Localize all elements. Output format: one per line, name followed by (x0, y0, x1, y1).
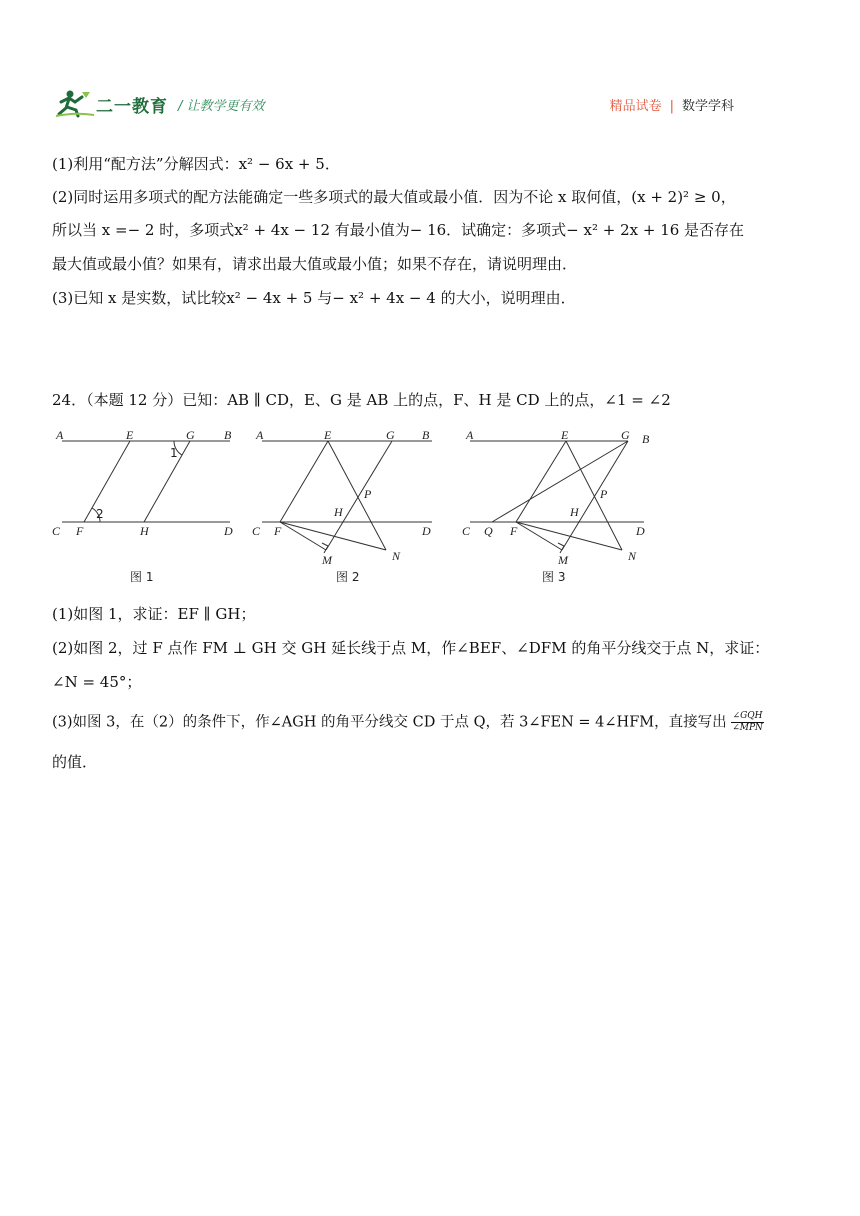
q24-part3-line2: 的值． (52, 753, 98, 771)
fig1-angle-1: 1 (170, 446, 178, 460)
fig3-label-P: P (600, 487, 608, 501)
fig2-label-G: G (386, 428, 395, 442)
fig2-label-A: A (256, 428, 264, 442)
q24-part1: (1)如图 1，求证：EF ∥ GH； (52, 605, 256, 623)
header-right (610, 95, 734, 114)
fig2-label-N: N (392, 549, 401, 563)
fig3-label-F: F (510, 524, 518, 538)
fig1-label-C: C (52, 524, 61, 538)
fig3-label-N: N (628, 549, 637, 563)
figure-3 (458, 422, 658, 592)
q23-part2-line3: 最大值或最小值？如果有，请求出最大值或最小值；如果不存在，请说明理由． (52, 255, 578, 273)
fig3-label-G: G (621, 428, 630, 442)
fig3-label-H: H (570, 505, 579, 519)
fig3-label-M: M (558, 553, 568, 567)
subject-label: 数学学科 (681, 99, 734, 114)
fraction-numerator: ∠GQH (732, 711, 763, 721)
fig3-label-D: D (636, 524, 645, 538)
fig1-label-H: H (140, 524, 149, 538)
slogan: / 让教学更有效 (178, 99, 265, 114)
fig3-caption: 图 3 (542, 570, 566, 584)
q23-part2-line1: (2)同时运用多项式的配方法能确定一些多项式的最大值或最小值．因为不论 x 取何值，(x + 2)² ≥ 0， (52, 188, 736, 206)
fig2-caption: 图 2 (336, 570, 360, 584)
q23-part3: (3)已知 x 是实数，试比较x² − 4x + 5 与− x² + 4x − 4 的大小，说明理由． (52, 289, 576, 307)
fig1-label-B: B (224, 428, 232, 442)
fig3-label-A: A (466, 428, 474, 442)
page-header (56, 86, 816, 122)
fig1-label-E: E (126, 428, 134, 442)
fig2-label-B: B (422, 428, 430, 442)
header-separator: | (669, 99, 674, 114)
fig2-label-C: C (252, 524, 261, 538)
fig1-label-A: A (56, 428, 64, 442)
figure-2 (252, 422, 442, 592)
brand-name: 二一教育 (96, 97, 168, 117)
q24-part3-line1 (52, 711, 812, 734)
fig1-angle-2: 2 (96, 507, 104, 521)
fig3-label-Q: Q (484, 524, 493, 538)
fig3-label-C: C (462, 524, 471, 538)
fig1-caption: 图 1 (130, 570, 154, 584)
fig3-label-E: E (561, 428, 569, 442)
fig2-label-E: E (324, 428, 332, 442)
fig1-label-F: F (76, 524, 84, 538)
fraction (731, 711, 764, 734)
fraction-denominator: ∠MPN (732, 723, 763, 733)
fig3-label-B: B (642, 432, 650, 446)
fig1-label-D: D (224, 524, 233, 538)
fig1-label-G: G (186, 428, 195, 442)
q24-part3-text: (3)如图 3，在（2）的条件下，作∠AGH 的角平分线交 CD 于点 Q，若 3∠FEN = 4∠HFM，直接写出 (52, 714, 727, 731)
q24-part2-line2: ∠N = 45°； (52, 673, 142, 691)
fig2-label-D: D (422, 524, 431, 538)
q24-stem: 24．（本题 12 分）已知：AB ∥ CD，E、G 是 AB 上的点，F、H 是 CD 上的点，∠1 = ∠2 (52, 391, 671, 409)
premium-label: 精品试卷 (609, 99, 662, 114)
fig2-label-M: M (322, 553, 332, 567)
fig2-label-F: F (274, 524, 282, 538)
fig2-label-P: P (364, 487, 372, 501)
fig2-label-H: H (334, 505, 343, 519)
figure-1 (50, 422, 240, 592)
q23-part2-line2: 所以当 x =− 2 时，多项式x² + 4x − 12 有最小值为− 16．试确定：多项式− x² + 2x + 16 是否存在 (52, 221, 745, 239)
q23-part1: (1)利用“配方法”分解因式：x² − 6x + 5． (52, 155, 340, 173)
q24-part2-line1: (2)如图 2，过 F 点作 FM ⊥ GH 交 GH 延长线于点 M，作∠BEF、∠DFM 的角平分线交于点 N，求证： (52, 639, 770, 657)
